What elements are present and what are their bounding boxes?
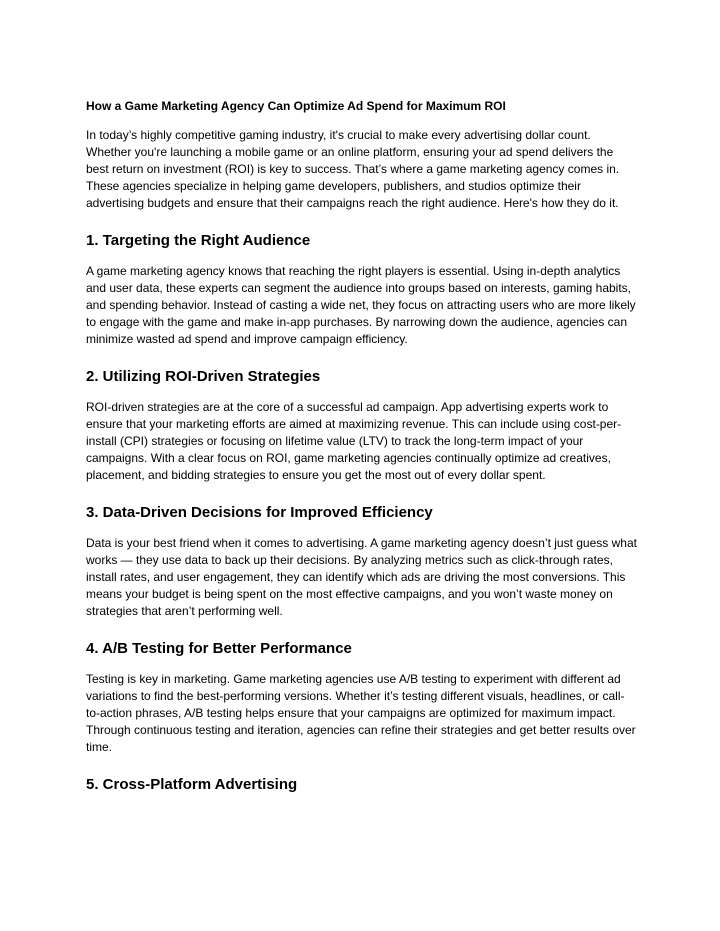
section-body-targeting: A game marketing agency knows that reaching the right players is essential. Using in-depth analytics and user data, these experts can segment the audience into groups based on interests, gaming habits, and spending behavior. Instead of casting a wide net, they focus on attracting users who are more likely to engage with the game and make in-app purchases. By narrowing down the audience, agencies can minimize wasted ad spend and improve campaign efficiency. [86,264,636,346]
document-page [86,98,638,807]
intro-paragraph: In today’s highly competitive gaming industry, it's crucial to make every advertising dollar count. Whether you're launching a mobile game or an online platform, ensuring your ad spend delivers the best return on investment (ROI) is key to success. That’s where a game marketing agency comes in. These agencies specialize in helping game developers, publishers, and studios optimize their advertising budgets and ensure that their campaigns reach the right audience. Here's how they do it. [86,128,620,210]
section-heading-ab-testing: 4. A/B Testing for Better Performance [86,640,352,657]
section-heading-targeting: 1. Targeting the Right Audience [86,232,311,249]
document-title: How a Game Marketing Agency Can Optimize Ad Spend for Maximum ROI [86,99,506,113]
section-body-ab-testing: Testing is key in marketing. Game marketing agencies use A/B testing to experiment with different ad variations to find the best-performing versions. Whether it’s testing different visuals, headlines, or call-to-action phrases, A/B testing helps ensure that your campaigns are optimized for maximum impact. Through continuous testing and iteration, agencies can refine their strategies and get better results over time. [86,672,636,754]
section-heading-data-driven: 3. Data-Driven Decisions for Improved Efficiency [86,504,433,521]
section-heading-roi-strategies: 2. Utilizing ROI-Driven Strategies [86,368,321,385]
section-body-data-driven: Data is your best friend when it comes to advertising. A game marketing agency doesn’t just guess what works — they use data to back up their decisions. By analyzing metrics such as click-through rates, install rates, and user engagement, they can identify which ads are driving the most conversions. This means your budget is being spent on the most effective campaigns, and you won’t waste money on strategies that aren’t performing well. [86,536,637,618]
section-heading-cross-platform: 5. Cross-Platform Advertising [86,776,298,793]
section-body-roi-strategies: ROI-driven strategies are at the core of a successful ad campaign. App advertising experts work to ensure that your marketing efforts are aimed at maximizing revenue. This can include using cost-per-install (CPI) strategies or focusing on lifetime value (LTV) to track the long-term impact of your campaigns. With a clear focus on ROI, game marketing agencies continually optimize ad creatives, placement, and bidding strategies to ensure you get the most out of every dollar spent. [86,400,622,482]
